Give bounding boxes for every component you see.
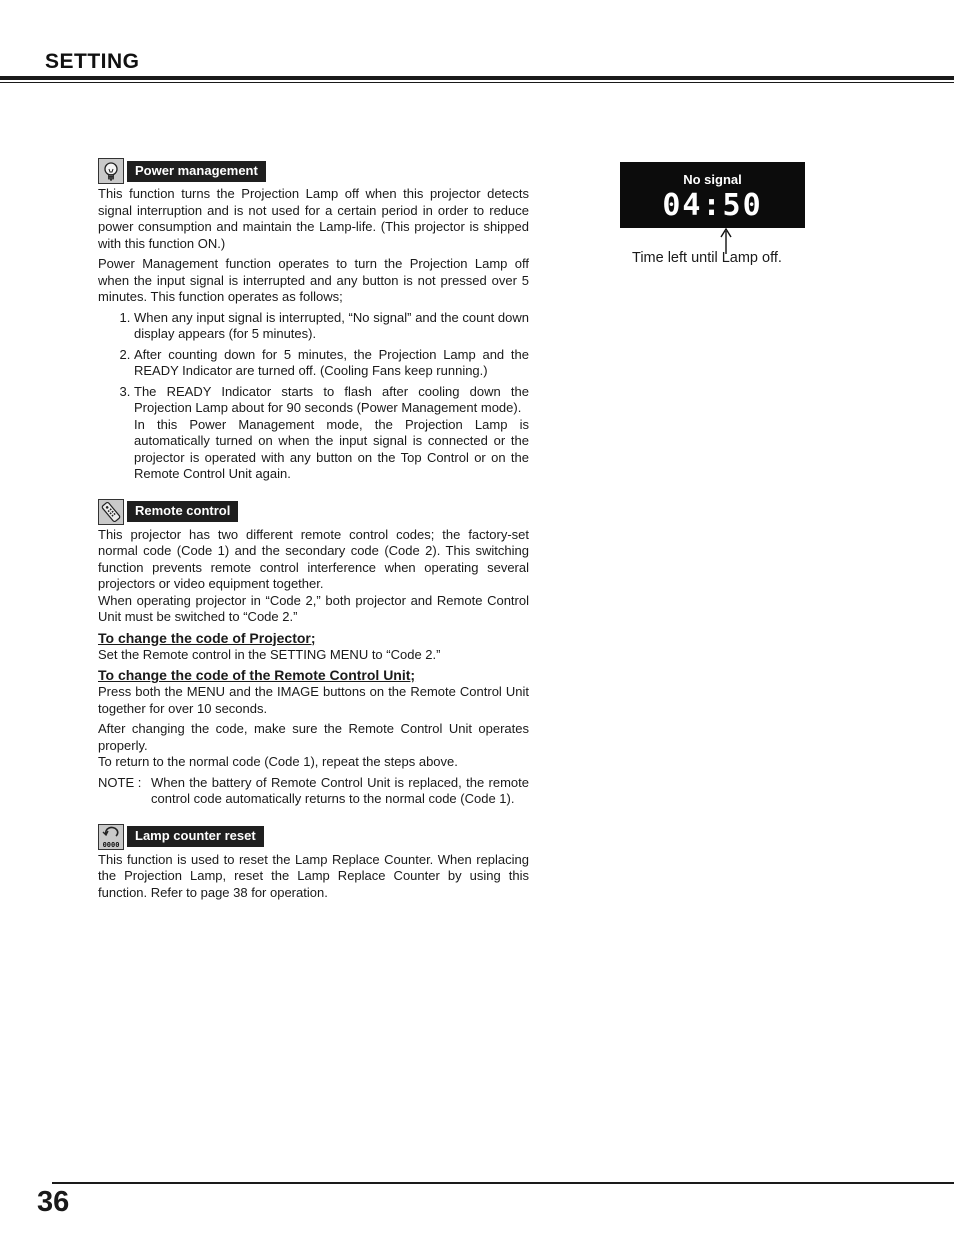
section-header	[98, 824, 529, 850]
lamp-counter-icon	[98, 824, 124, 850]
main-content	[98, 158, 529, 905]
list-item-extra: In this Power Management mode, the Projection Lamp is automatically turned on when the input signal is connected or the projector is operated with any button on the Top Control or on the Remote Control Unit again.	[134, 416, 529, 481]
subheading: To change the code of the Remote Control Unit;	[98, 667, 416, 683]
countdown-timer: 04:50	[662, 188, 763, 223]
list-item: 1. When any input signal is interrupted, “No signal” and the count down display appears (for 5 minutes).	[134, 310, 529, 343]
list-item: 2. After counting down for 5 minutes, the Projection Lamp and the READY Indicator are turned off. (Cooling Fans keep running.)	[134, 347, 529, 380]
page-number: 36	[37, 1186, 70, 1218]
header-divider-thin	[0, 82, 954, 83]
paragraph: When operating projector in “Code 2,” both projector and Remote Control Unit must be switched to “Code 2.”	[98, 592, 529, 624]
section-header	[98, 158, 529, 184]
page-title: SETTING	[45, 50, 140, 73]
paragraph: Set the Remote control in the SETTING MENU to “Code 2.”	[98, 646, 441, 662]
section-tag: Remote control	[127, 501, 238, 522]
display-caption: Time left until Lamp off.	[632, 250, 782, 266]
lightbulb-icon	[98, 158, 124, 184]
remote-control-icon	[98, 499, 124, 525]
paragraph: This function is used to reset the Lamp Replace Counter. When replacing the Projection Lamp, reset the Lamp Replace Counter by using this function. Refer to page 38 for operation.	[98, 851, 529, 900]
section-tag: Lamp counter reset	[127, 826, 264, 847]
steps-list	[98, 310, 529, 483]
note-text: When the battery of Remote Control Unit is replaced, the remote control code automatically returns to the normal code (Code 1).	[151, 774, 529, 806]
paragraph: This projector has two different remote control codes; the factory-set normal code (Code 1) and the secondary code (Code 2). This switching function prevents remote control interference when operating several projectors or video equipment together.	[98, 526, 529, 591]
display-message: No signal	[683, 172, 742, 187]
note-label: NOTE :	[98, 774, 142, 790]
lamp-counter-section	[98, 824, 529, 902]
power-management-section	[98, 158, 529, 483]
note	[98, 775, 529, 808]
no-signal-display	[620, 162, 805, 228]
section-header	[98, 499, 529, 525]
paragraph: Power Management function operates to turn the Projection Lamp off when the input signal is interrupted and any button is not pressed over 5 minutes. This function operates as follows;	[98, 256, 529, 304]
list-item-text: The READY Indicator starts to flash after cooling down the Projection Lamp about for 90 seconds (Power Management mode).	[134, 383, 529, 415]
paragraph: Press both the MENU and the IMAGE buttons on the Remote Control Unit together for over 10 seconds.	[98, 684, 529, 716]
header-divider	[0, 76, 954, 80]
subheading: To change the code of Projector;	[98, 629, 316, 646]
paragraph: This function turns the Projection Lamp off when this projector detects signal interruption and is not used for a certain period in order to reduce power consumption and maintain the Lamp-life. (This projector is shipped with this function ON.)	[98, 186, 529, 251]
section-tag: Power management	[127, 161, 266, 182]
remote-control-section	[98, 499, 529, 808]
paragraph: After changing the code, make sure the Remote Control Unit operates properly.	[98, 721, 529, 753]
paragraph: To return to the normal code (Code 1), repeat the steps above.	[98, 754, 458, 769]
footer-divider	[52, 1182, 954, 1184]
lamp-counter-icon-text: 0000	[102, 840, 120, 849]
list-item	[134, 384, 529, 483]
